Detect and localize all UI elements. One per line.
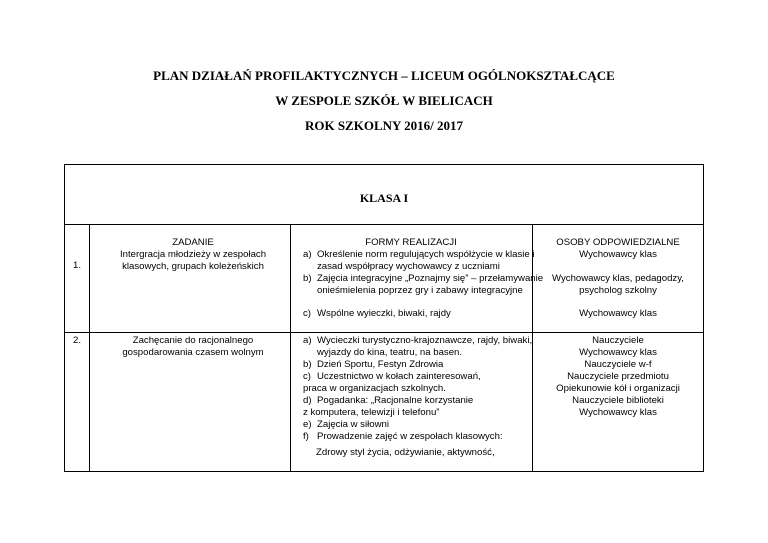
column-header-task: ZADANIE [172, 237, 214, 248]
column-header-persons: OSOBY ODPOWIEDZIALNE [556, 237, 680, 248]
persons-entry: Nauczyciele w-f [584, 359, 652, 370]
persons-entry: Wychowawcy klas, pedagodzy, psycholog szkolny [552, 273, 684, 296]
doc-title-line-2: W ZESPOLE SZKÓŁ W BIELICACH [275, 93, 493, 108]
list-item [303, 308, 545, 320]
doc-title-line-3: ROK SZKOLNY 2016/ 2017 [304, 118, 464, 133]
column-rule [89, 224, 90, 471]
item-text: Wycieczki turystyczno-krajoznawcze, rajdy, biwaki, wyjazdy do kina, teatru, na basen. [317, 335, 533, 358]
row-number: 1. [73, 260, 82, 271]
item-label: f) [303, 431, 309, 442]
column-rule [290, 224, 291, 471]
item-label: b) [303, 273, 312, 284]
list-item [303, 359, 545, 371]
table-rule [65, 224, 703, 225]
list-item [303, 371, 545, 383]
persons-entry: Wychowawcy klas [579, 249, 657, 260]
doc-title-line-1: PLAN DZIAŁAŃ PROFILAKTYCZNYCH – LICEUM OGÓLNOKSZTAŁCĄCE [153, 68, 615, 83]
table-rule [65, 332, 703, 333]
list-item [303, 419, 545, 431]
row-task: Zachęcanie do racjonalnego gospodarowania czasem wolnym [122, 335, 264, 358]
item-label: a) [303, 249, 312, 260]
item-text: Dzień Sportu, Festyn Zdrowia [317, 359, 444, 370]
persons-entry: Wychowawcy klas [579, 407, 657, 418]
item-label: a) [303, 335, 312, 346]
list-item [303, 249, 545, 273]
persons-entry: Nauczyciele przedmiotu [567, 371, 669, 382]
persons-entry: Nauczyciele biblioteki [572, 395, 664, 406]
item-text: Prowadzenie zajęć w zespołach klasowych: [317, 431, 503, 442]
item-text: Zajęcia integracyjne „Poznajmy się” – przełamywanie onieśmielenia poprzez gry i zabawy integracyjne [317, 273, 544, 296]
row-task: Intergracja młodzieży w zespołach klasowych, grupach koleżeńskich [119, 249, 267, 272]
item-text: Zajęcia w siłowni [317, 419, 389, 430]
item-label: b) [303, 359, 312, 370]
list-item [303, 335, 545, 359]
item-text-continuation: praca w organizacjach szkolnych. [303, 383, 446, 394]
persons-entry: Opiekunowie kół i organizacji [556, 383, 680, 394]
item-label: c) [303, 308, 311, 319]
persons-entry: Wychowawcy klas [579, 308, 657, 319]
list-item [303, 395, 545, 407]
item-text: Pogadanka: „Racjonalne korzystanie [317, 395, 474, 406]
plan-table [64, 164, 704, 472]
item-label: e) [303, 419, 312, 430]
item-text-continuation: z komputera, telewizji i telefonu” [303, 407, 440, 418]
item-text: Uczestnictwo w kołach zainteresowań, [317, 371, 481, 382]
persons-entry: Wychowawcy klas [579, 347, 657, 358]
item-text: Określenie norm regulujących współżycie w klasie i zasad współpracy wychowawcy z uczniami [317, 249, 535, 272]
row-number: 2. [73, 335, 82, 346]
item-text-continuation: Zdrowy styl życia, odżywianie, aktywność, [316, 447, 495, 458]
column-header-forms: FORMY REALIZACJI [365, 237, 457, 248]
item-text: Wspólne wyieczki, biwaki, rajdy [317, 308, 451, 319]
item-label: c) [303, 371, 311, 382]
item-label: d) [303, 395, 312, 406]
list-item [303, 431, 545, 443]
class-label: KLASA I [359, 191, 409, 205]
list-item [303, 273, 545, 309]
persons-entry: Nauczyciele [592, 335, 644, 346]
